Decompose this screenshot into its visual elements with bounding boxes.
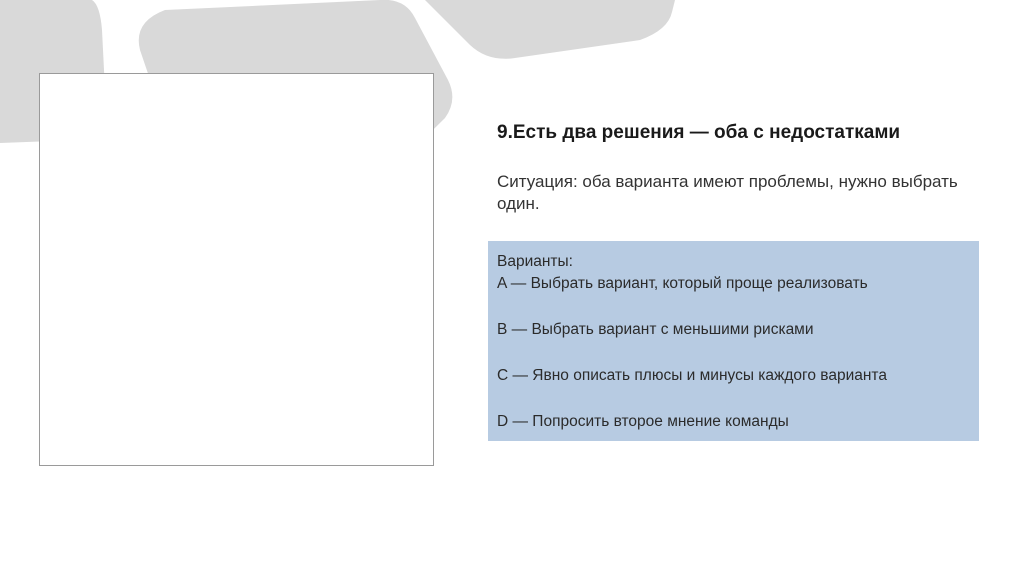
- option-b: B — Выбрать вариант с меньшими рисками: [497, 321, 814, 338]
- option-a: A — Выбрать вариант, который проще реализовать: [497, 275, 868, 292]
- image-placeholder: [39, 73, 434, 466]
- situation-text: Ситуация: оба варианта имеют проблемы, нужно выбрать один.: [497, 172, 958, 213]
- options-list: [497, 273, 970, 433]
- option-d: D — Попросить второе мнение команды: [497, 413, 789, 430]
- decor-shape-right: [425, 0, 675, 59]
- slide-title: 9.Есть два решения — оба с недостатками: [497, 122, 901, 143]
- option-c: C — Явно описать плюсы и минусы каждого варианта: [497, 367, 887, 384]
- options-box: [488, 241, 979, 441]
- options-heading: Варианты:: [497, 253, 573, 270]
